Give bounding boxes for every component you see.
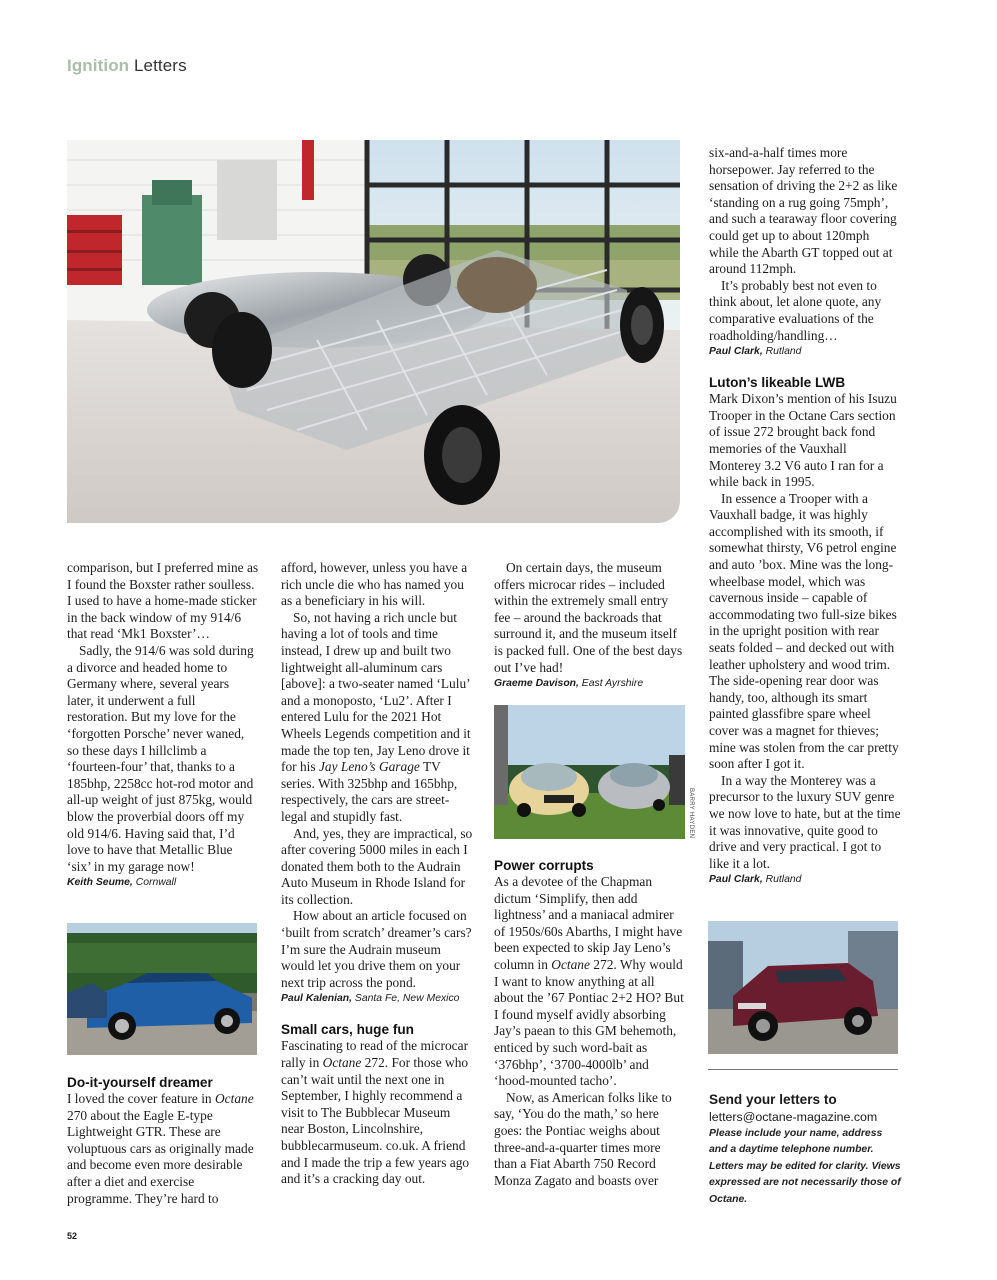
letter-headline: Luton’s likeable LWB bbox=[709, 375, 846, 391]
magazine-title: Octane bbox=[322, 1055, 362, 1071]
paragraph: How about an article focused on ‘built from scratch’ dreamer’s cars? I’m sure the Audrain museum would let you drive them on your next trip across the pond. bbox=[281, 908, 472, 990]
paragraph bbox=[281, 1038, 473, 1187]
paragraph: Mark Dixon’s mention of his Isuzu Trooper in the Octane Cars section of issue 272 brought back fond memories of the Vauxhall Monterey 3.2 V6 auto I ran for a while back in 1995. bbox=[709, 391, 897, 490]
vauxhall-monterey-illustration bbox=[708, 921, 898, 1054]
column-2 bbox=[281, 560, 473, 1188]
paragraph: six-and-a-half times more horsepower. Jay referred to the sensation of driving the 2+2 as like ‘standing on a rug going 75mph’, and such a tearaway floor covering could get up to about 120mph while the Abarth GT topped out at around 112mph. bbox=[709, 145, 898, 277]
column-4 bbox=[709, 145, 901, 888]
letter-signature bbox=[67, 875, 259, 891]
porsche-photo bbox=[67, 923, 257, 1055]
section-header bbox=[67, 56, 187, 76]
author-name: Paul Clark, bbox=[709, 346, 763, 358]
magazine-title: Octane bbox=[214, 1091, 254, 1106]
paragraph: And, yes, they are impractical, so after covering 5000 miles in each I donated them both to the Audrain Auto Museum in Rhode Island for its collection. bbox=[281, 825, 473, 907]
magazine-title: Octane bbox=[551, 956, 590, 972]
text-run: Fascinating to read of the microcar rally in bbox=[281, 1038, 469, 1071]
send-letters-heading: Send your letters to bbox=[709, 1092, 837, 1107]
paragraph: It’s probably best not even to think about, let alone quote, any comparative evaluations of the roadholding/handling… bbox=[709, 277, 882, 343]
author-name: Graeme Davison, bbox=[494, 678, 579, 690]
paragraph: On certain days, the museum offers microcar rides – included within the extremely small entry fee – around the backroads that surround it, and the museum itself is packed full. One of the best days out I’ve had! bbox=[494, 560, 683, 675]
send-letters-note: Please include your name, address and a daytime telephone number. Letters may be edited for clarity. Views expressed are not necessarily those of Octane. bbox=[709, 1128, 901, 1205]
text-run: So, not having a rich uncle but having a lot of tools and time instead, I drew up and built two lightweight all-aluminum cars [above]: a two-seater named ‘Lulu’ and a monoposto, ‘Lu2’. After I entered Lulu for the 2021 Hot Wheels Legends competition and it made the top ten, Jay Leno drove it for his bbox=[281, 609, 471, 775]
text-run: TV series. With 325bhp and 165bhp, respectively, the cars are street-legal and stupidly fast. bbox=[281, 759, 458, 824]
paragraph bbox=[281, 610, 473, 826]
paragraph: Now, as American folks like to say, ‘You do the math,’ so here goes: the Pontiac weighs about three-and-a-quarter times more than a Fiat Abarth 750 Record Monza Zagato and boasts over bbox=[494, 1089, 672, 1188]
paragraph: comparison, but I preferred mine as I found the Boxster rather soulless. I used to have a home-made sticker in the back window of my 914/6 that read ‘Mk1 Boxster’… bbox=[67, 560, 259, 642]
paragraph: In a way the Monterey was a precursor to the luxury SUV genre we now love to hate, but at the time it was innovative, quite good to drive and very practical. I got to like it a lot. bbox=[709, 772, 901, 871]
bubblecar-photo bbox=[494, 705, 685, 839]
section-category: Ignition bbox=[67, 56, 130, 75]
column-1-lower bbox=[67, 1074, 259, 1207]
letter-signature bbox=[494, 676, 686, 692]
bubblecar-illustration bbox=[494, 705, 685, 839]
column-1 bbox=[67, 560, 259, 891]
letter-headline: Power corrupts bbox=[494, 858, 594, 873]
letter-signature bbox=[709, 344, 901, 360]
author-location: Rutland bbox=[765, 874, 802, 886]
text-run: I loved the cover feature in bbox=[67, 1091, 215, 1106]
author-name: Keith Seume, bbox=[67, 877, 133, 889]
tv-show-title: Jay Leno’s Garage bbox=[318, 759, 420, 775]
page-number: 52 bbox=[67, 1231, 78, 1241]
column-3 bbox=[494, 560, 686, 692]
text-run: As a devotee of the Chapman dictum ‘Simplify, then add lightness’ and a maniacal admirer of 1950s/60s Abarths, I might have been expected to skip Jay Leno’s column in bbox=[494, 874, 683, 972]
letter-signature bbox=[281, 991, 473, 1007]
monterey-photo bbox=[708, 921, 898, 1054]
letter-headline: Do-it-yourself dreamer bbox=[67, 1075, 213, 1090]
send-letters-box bbox=[709, 1091, 901, 1208]
paragraph bbox=[494, 874, 686, 1090]
divider bbox=[708, 1069, 898, 1070]
garage-scene-illustration bbox=[67, 140, 680, 523]
author-location: Rutland bbox=[765, 346, 802, 358]
author-location: East Ayrshire bbox=[581, 678, 644, 690]
author-location: Santa Fe, New Mexico bbox=[354, 993, 460, 1005]
main-photo bbox=[67, 140, 680, 523]
author-location: Cornwall bbox=[135, 877, 177, 889]
text-run: 270 about the Eagle E-type Lightweight GTR. These are voluptuous cars as originally made and become even more desirable after a diet and exercise programme. They’re hard to bbox=[67, 1107, 254, 1206]
photo-credit: BARRY HAYDEN bbox=[688, 788, 694, 839]
author-name: Paul Clark, bbox=[709, 874, 763, 886]
text-run: 272. Why would I want to know anything at all about the ’67 Pontiac 2+2 HO? But I found myself avidly absorbing Jay’s paean to this GM behemoth, enticed by such word-bait as ‘376bhp’, ‘3700-4000lb’ and ‘hood-mounted tacho’. bbox=[494, 956, 684, 1089]
letter-headline: Small cars, huge fun bbox=[281, 1022, 414, 1038]
paragraph: afford, however, unless you have a rich uncle die who has named you as a beneficiary in his will. bbox=[281, 560, 468, 609]
column-3-lower bbox=[494, 857, 686, 1189]
paragraph: In essence a Trooper with a Vauxhall badge, it was highly accomplished with its smooth, if somewhat thirsty, V6 petrol engine and auto ’box. Mine was the long-wheelbase model, which was cavernous inside – capable of accommodating two full-size bikes in the upright position with rear seats folded – and decked out with leather upholstery and wood trim. The side-opening rear door was handy, too, although its smart painted glassfibre spare wheel cover was a magnet for thieves; mine was stolen from the car pretty soon after I got it. bbox=[709, 490, 899, 772]
section-title: Letters bbox=[134, 56, 187, 75]
text-run: 272. For those who can’t wait until the next one in September, I highly recommend a visit to The Bubblecar Museum near Boston, Lincolnshire, bubblecarmuseum. co.uk. A friend and I made the trip a few years ago and it’s a cracking day out. bbox=[281, 1055, 470, 1187]
paragraph bbox=[67, 1091, 259, 1207]
porsche-914-illustration bbox=[67, 923, 257, 1055]
author-name: Paul Kalenian, bbox=[281, 993, 353, 1005]
paragraph: Sadly, the 914/6 was sold during a divorce and headed home to Germany where, several years later, it underwent a full restoration. But my love for the ‘forgotten Porsche’ never waned, so these days I hillclimb a ‘fourteen-four’ that, thanks to a 185bhp, 2258cc hot-rod motor and all-up weight of just 875kg, would blow the proverbial doors off my old 914/6. Having said that, I’d love to have that Metallic Blue ‘six’ in my garage now! bbox=[67, 642, 254, 874]
letter-signature bbox=[709, 872, 901, 888]
email-address[interactable]: letters@octane-magazine.com bbox=[709, 1110, 878, 1124]
